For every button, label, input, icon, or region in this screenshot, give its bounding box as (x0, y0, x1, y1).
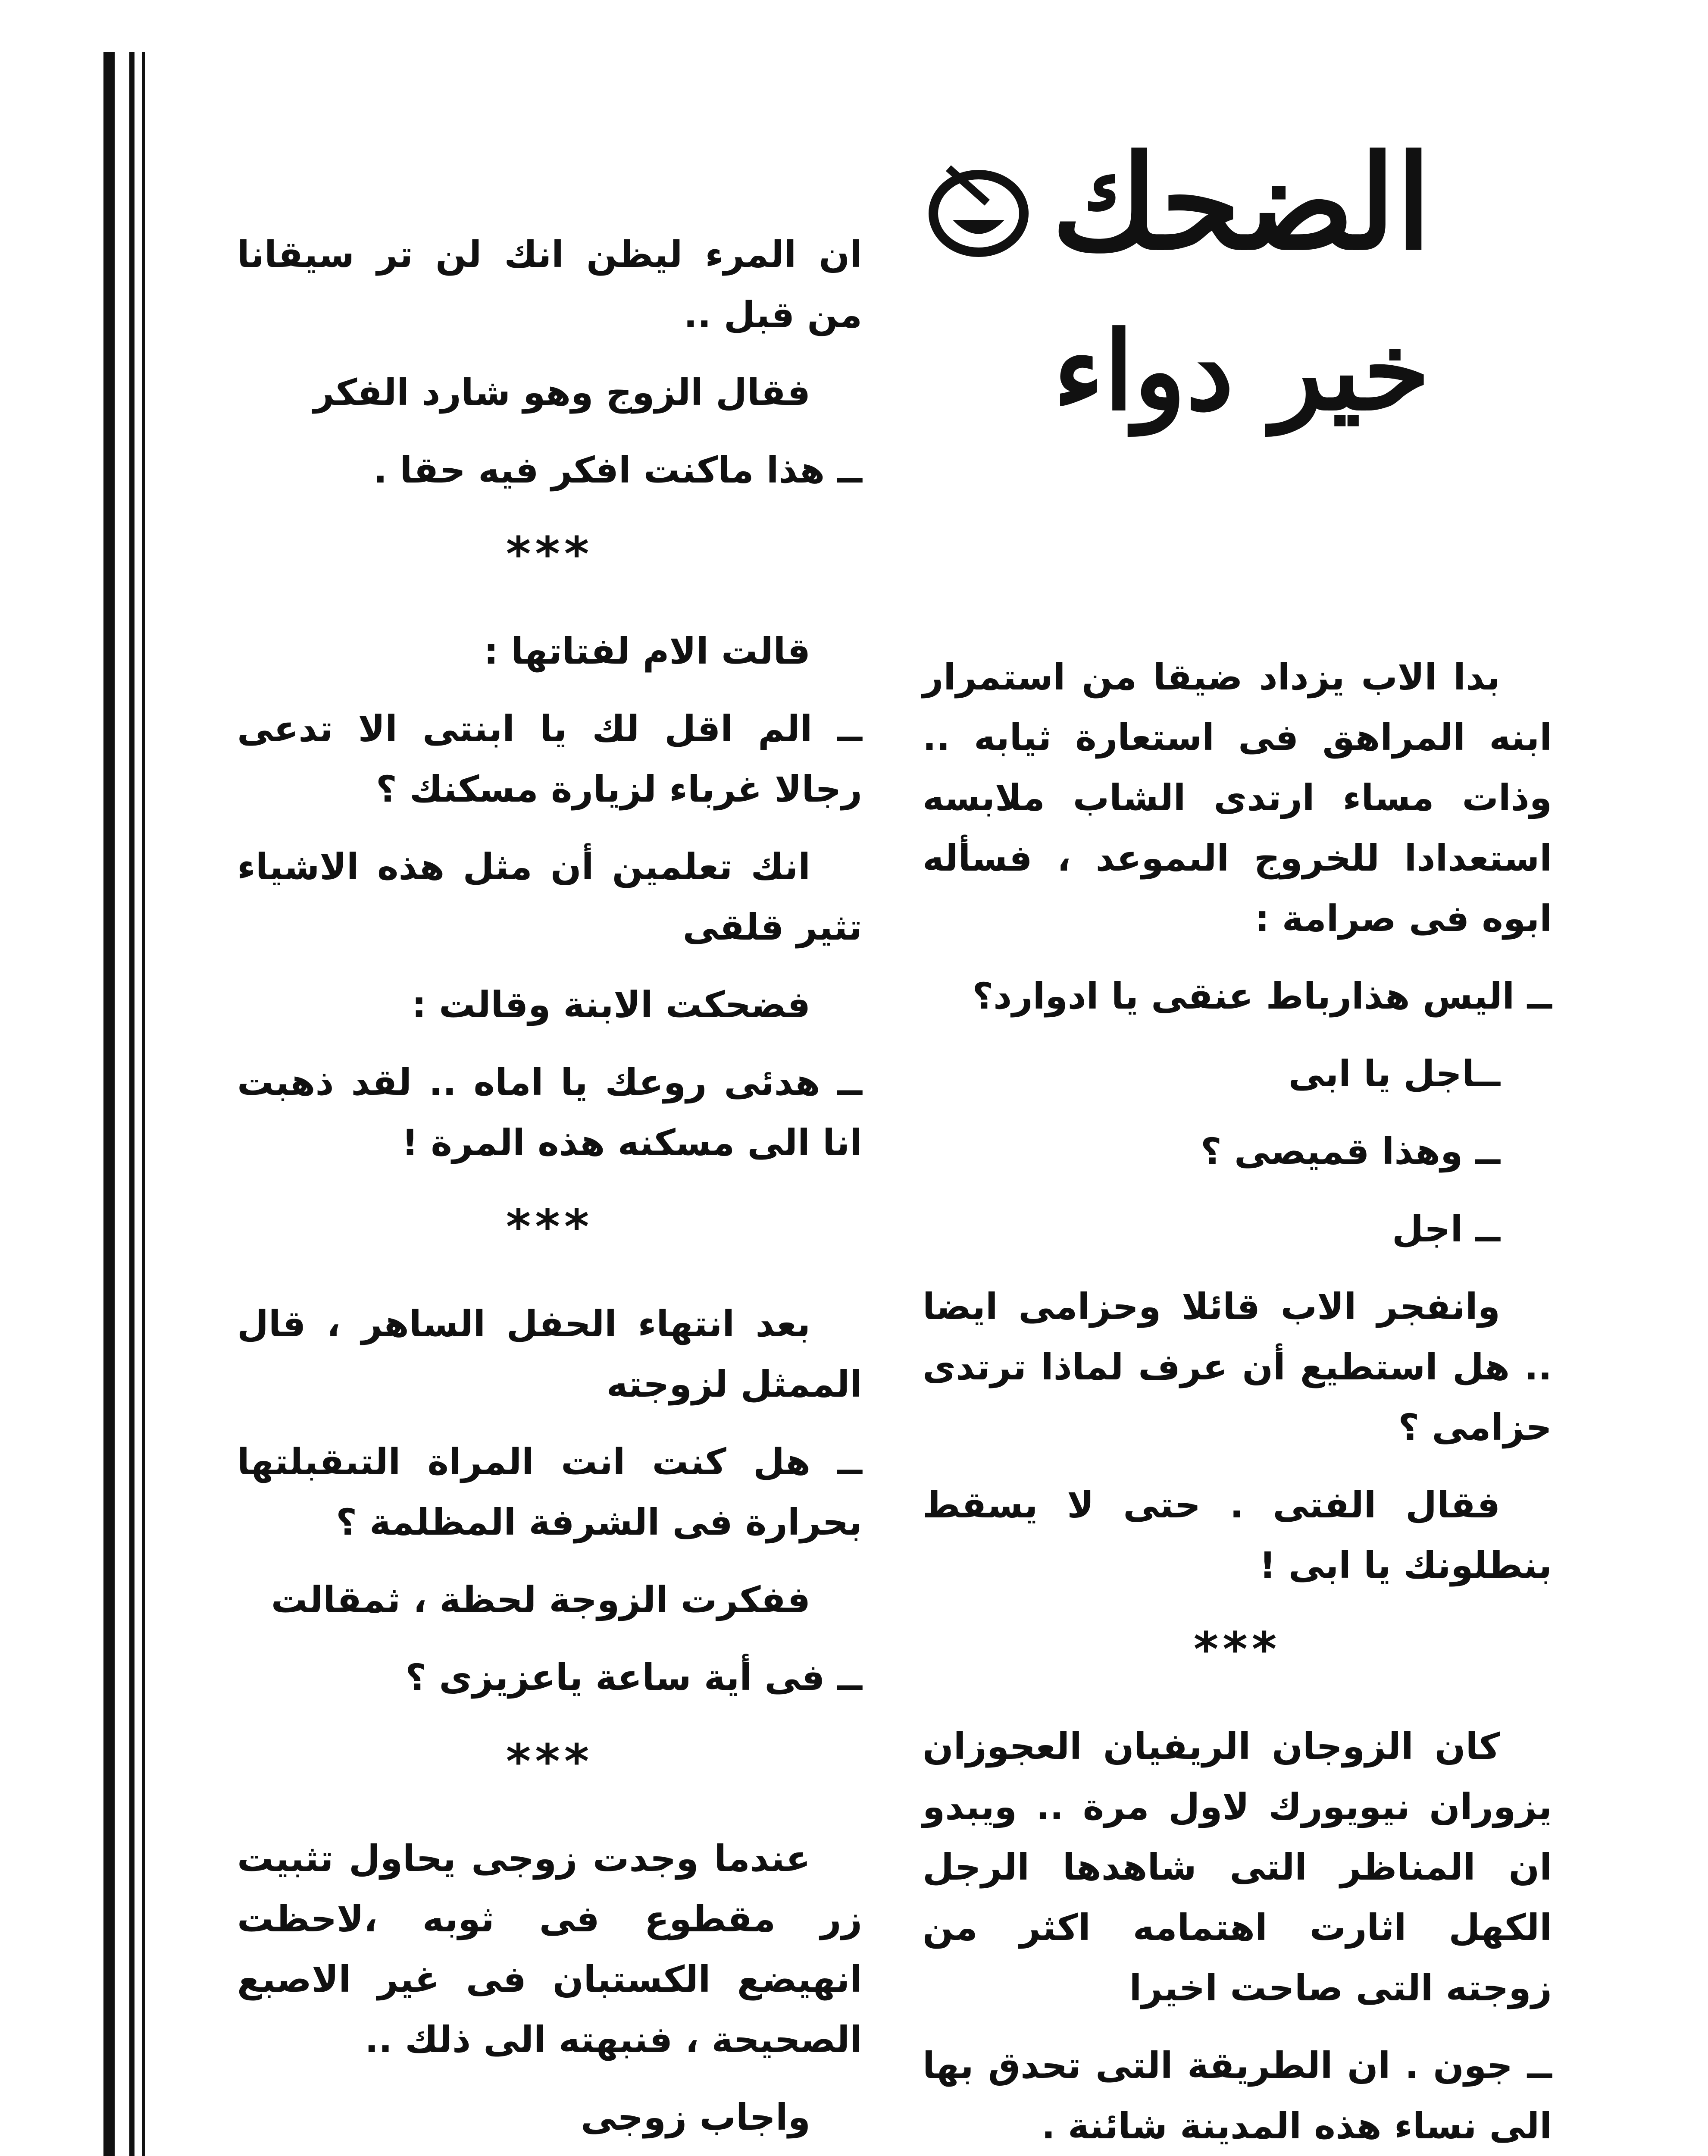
frame-line-left-middle (129, 52, 135, 2156)
dialogue-line: ــ اليس هذارباط عنقى يا ادوارد؟ (972, 975, 1552, 1017)
dialogue-line: ــ جون . ان الطريقة التى تحدق بها الى نساء هذه المدينة شائنة . (923, 2044, 1552, 2147)
separator-stars: *** (506, 1734, 594, 1789)
paragraph: بعد انتهاء الحفل الساهر ، قال الممثل لزوجته (237, 1303, 862, 1405)
paragraph: فضحكت الابنة وقالت : (412, 984, 810, 1026)
paragraph: كان الزوجان الريفيان العجوزان يزوران نيويورك لاول مرة .. ويبدو ان المناظر التى شاهدها الرجل الكهل اثارت اهتمامه اكثر من زوجته التى صاحت اخيرا (923, 1725, 1552, 2009)
paragraph: ففكرت الزوجة لحظة ، ثمقالت (271, 1579, 810, 1621)
paragraph: قالت الام لفتاتها : (484, 630, 810, 672)
paragraph: عندما وجدت زوجى يحاول تثبيت زر مقطوع فى ثوبه ،لاحظت انهيضع الكستبان فى غير الاصبع الصحيحة ، فنبهته الى ذلك .. (237, 1837, 862, 2061)
separator-stars: *** (506, 1199, 594, 1254)
laughing-face-icon (923, 155, 1035, 267)
paragraph: واجاب زوجى (581, 2096, 810, 2138)
dialogue-line: ــ هذا ماكنت افكر فيه حقا . (373, 449, 862, 491)
dialogue-line: ــ اجل (1392, 1208, 1500, 1250)
header-title-line1: الضحك (1051, 126, 1432, 279)
paragraph: وانفجر الاب قائلا وحزامى ايضا .. هل استطيع أن عرف لماذا ترتدى حزامى ؟ (923, 1285, 1552, 1448)
frame-line-left-outer (103, 52, 115, 2156)
separator-stars: *** (506, 526, 594, 582)
dialogue-line: ــ هدئى روعك يا اماه .. لقد ذهبت انا الى مسكنه هذه المرة ! (237, 1061, 862, 1164)
paragraph: ان المرء ليظن انك لن تر سيقانا من قبل .. (237, 233, 862, 336)
dialogue-line: ــ الم اقل لك يا ابنتى الا تدعى رجالا غرباء لزيارة مسكنك ؟ (237, 708, 862, 810)
dialogue-line: ــ وهذا قميصى ؟ (1200, 1130, 1500, 1172)
paragraph: بدا الاب يزداد ضيقا من استمرار ابنه المراهق فى استعارة ثيابه .. وذات مساء ارتدى الشاب ملابسه استعدادا للخروج الىموعد ، فسأله ابوه فى صرامة : (923, 656, 1552, 940)
dialogue-line: ــاجل يا ابى (1288, 1053, 1500, 1095)
paragraph: انك تعلمين أن مثل هذه الاشياء تثير قلقى (237, 846, 862, 948)
paragraph: فقال الفتى . حتى لا يسقط بنطلونك يا ابى ! (923, 1484, 1552, 1586)
left-column (237, 224, 862, 2156)
frame-line-left-inner (142, 52, 145, 2156)
paragraph: فقال الزوج وهو شارد الفكر (313, 371, 810, 414)
header-title-line2: خير دواء (1053, 307, 1430, 434)
right-column (923, 647, 1552, 2156)
dialogue-line: ــ هل كنت انت المراة التىقبلتها بحرارة فى الشرفة المظلمة ؟ (237, 1441, 862, 1543)
dialogue-line: ــ فى أية ساعة ياعزيزى ؟ (405, 1656, 862, 1698)
separator-stars: *** (1193, 1622, 1281, 1677)
